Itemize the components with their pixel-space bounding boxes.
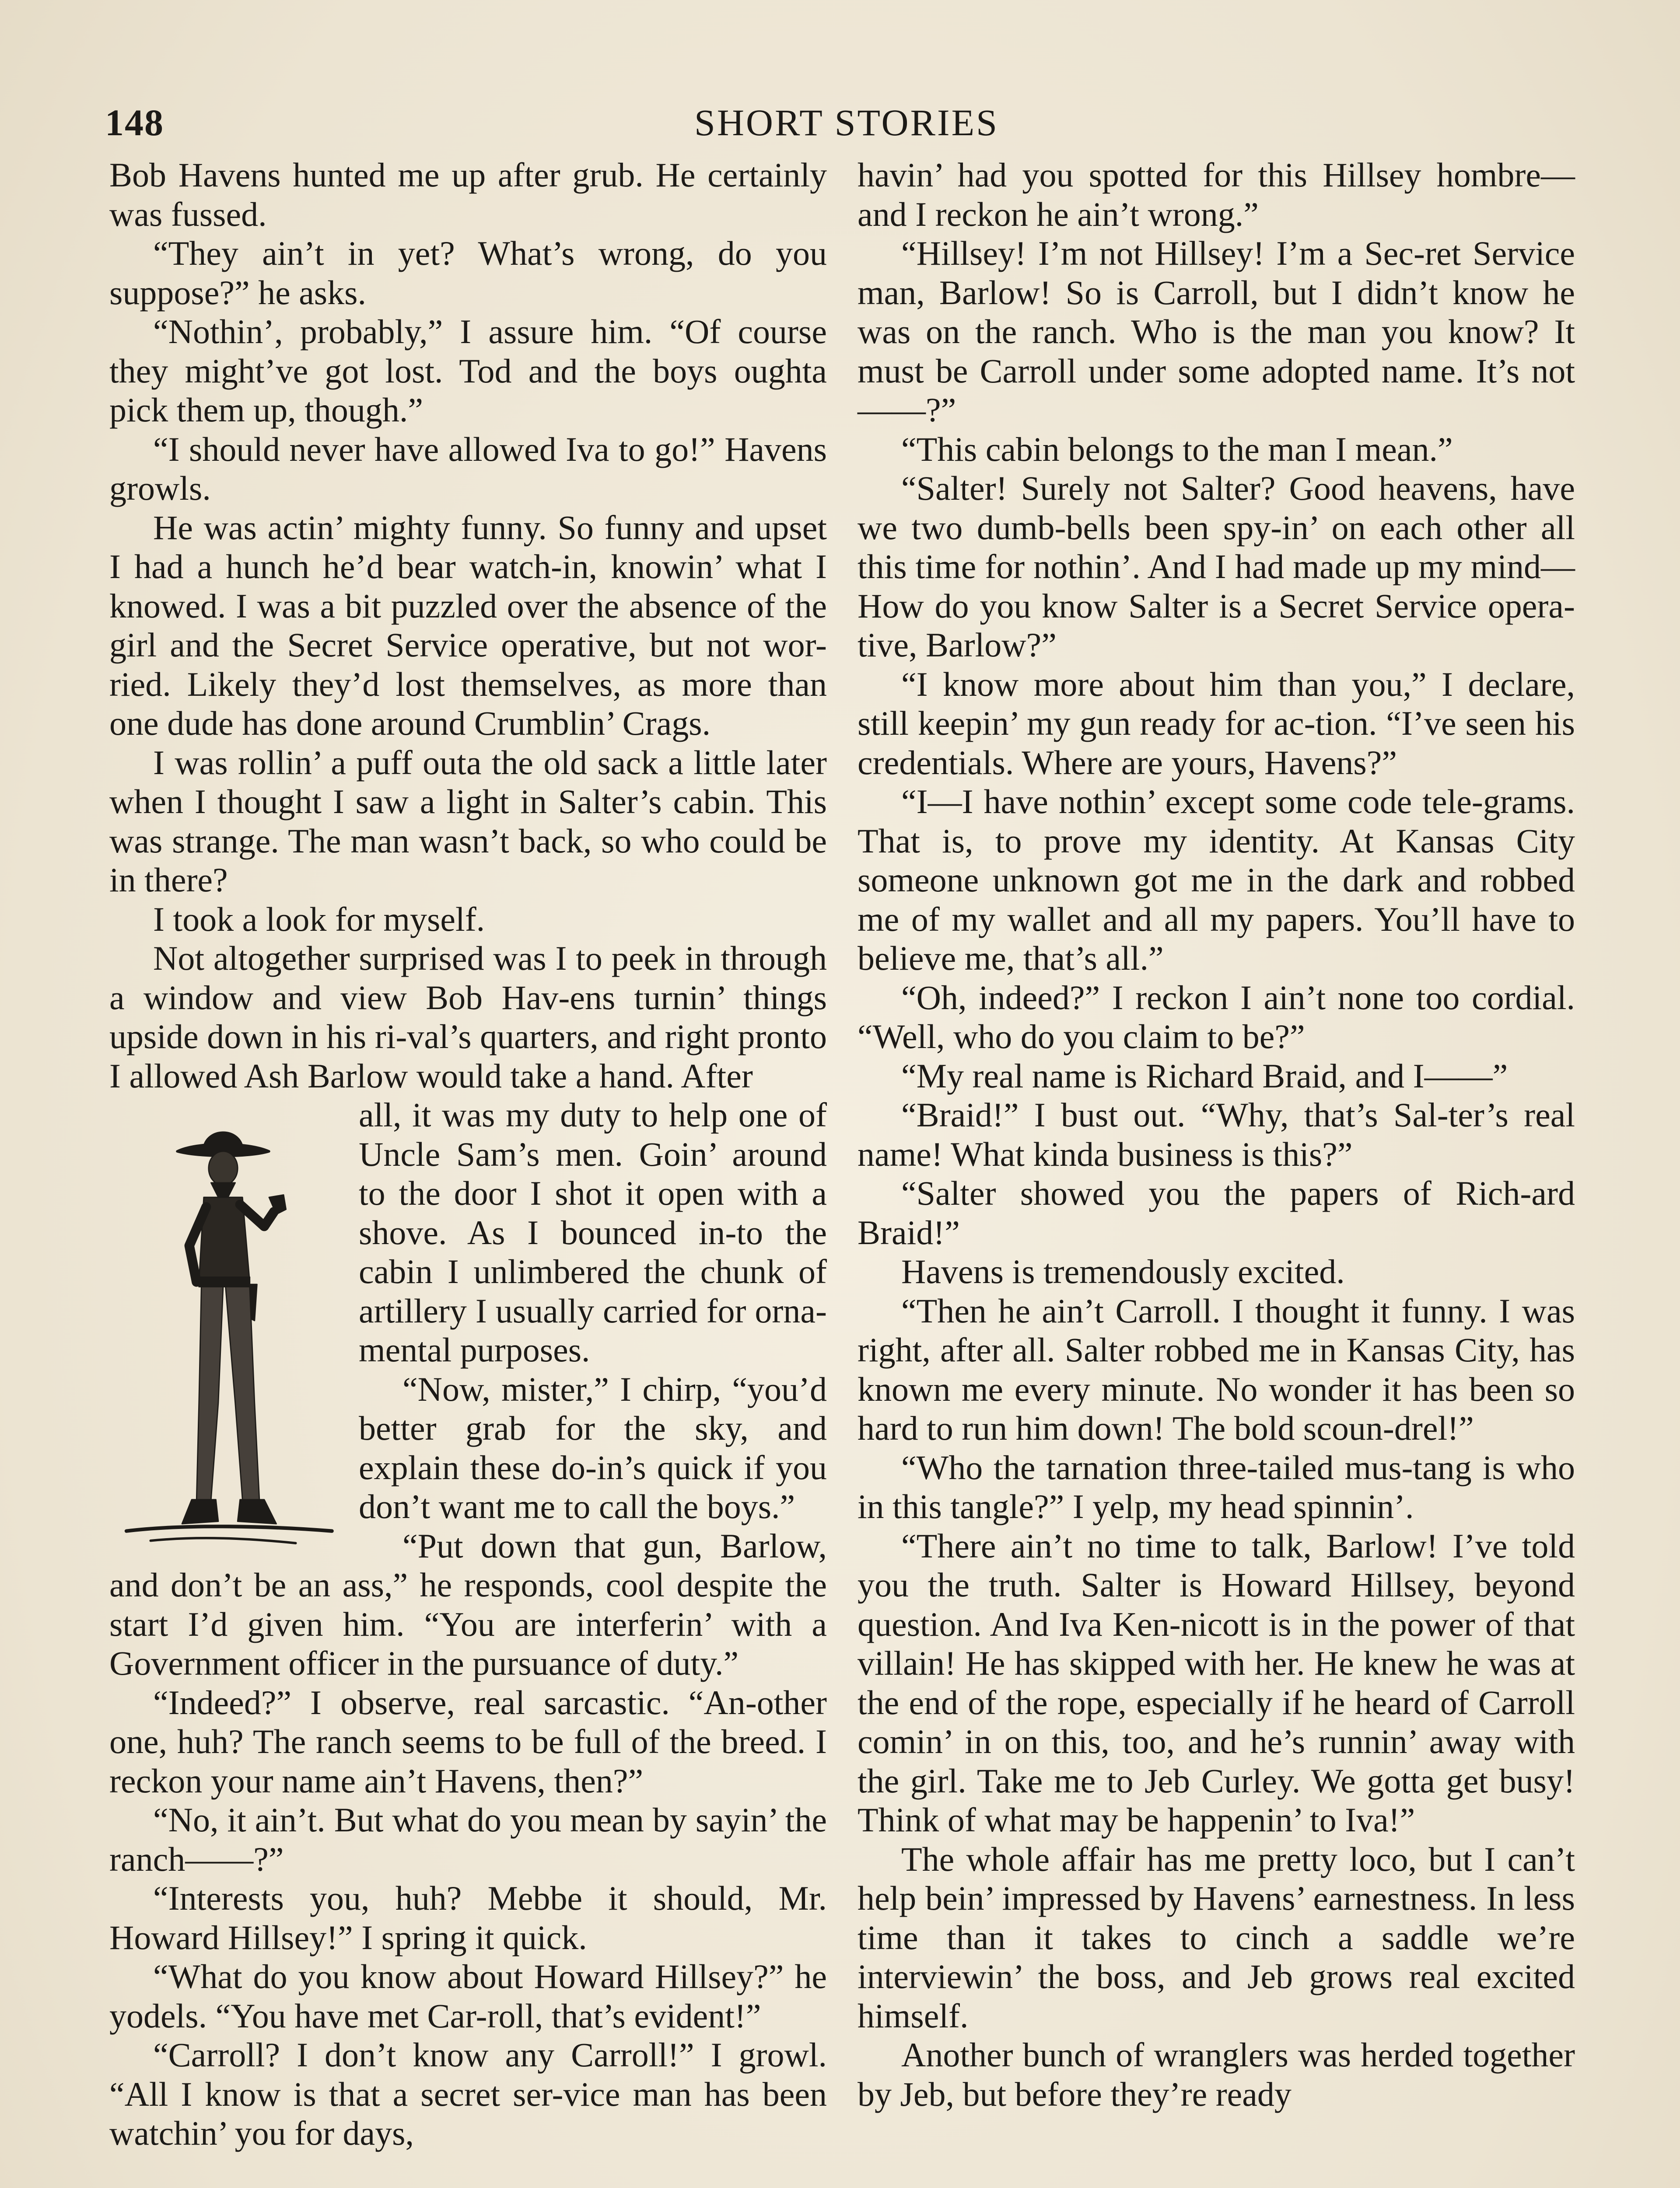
paragraph: “No, it ain’t. But what do you mean by sayin’ the ranch——?” xyxy=(109,1801,827,1878)
paragraph: all, it was my duty to help one of Uncle Sam’s men. Goin’ around to the door I shot it open with a shove. As I bounced in-to the cabin I unlimbered the chunk of artillery I usually carried for orna-mental purposes. xyxy=(359,1096,827,1369)
paragraph: Not altogether surprised was I to peek in through a window and view Bob Hav-ens turnin’ things upside down in his ri-val’s quarters, and right pronto I allowed Ash Barlow would take a hand. After xyxy=(109,939,827,1095)
paragraph: havin’ had you spotted for this Hillsey hombre—and I reckon he ain’t wrong.” xyxy=(858,156,1575,233)
paragraph: Another bunch of wranglers was herded together by Jeb, but before they’re ready xyxy=(858,2036,1575,2113)
cowboy-with-gun-illustration xyxy=(101,1101,346,1560)
paragraph: “My real name is Richard Braid, and I——” xyxy=(901,1056,1508,1095)
paragraph: “Interests you, huh? Mebbe it should, Mr. Howard Hillsey!” I spring it quick. xyxy=(109,1879,827,1957)
paragraph: “They ain’t in yet? What’s wrong, do you suppose?” he asks. xyxy=(109,234,827,312)
paragraph: “Salter! Surely not Salter? Good heavens, have we two dumb-bells been spy-in’ on each other all this time for nothin’. And I had made up my mind— How do you know Salter is a Secret Service opera-tive, Barlow?” xyxy=(858,469,1575,664)
paragraph: “Oh, indeed?” I reckon I ain’t none too cordial. “Well, who do you claim to be?” xyxy=(858,978,1575,1055)
running-head: SHORT STORIES xyxy=(694,102,999,144)
paragraph: The whole affair has me pretty loco, but I can’t help bein’ impressed by Havens’ earnestness. In less time than it takes to cinch a saddle we’re interviewin’ the boss, and Jeb grows real excited himself. xyxy=(858,1840,1575,2035)
paragraph: “This cabin belongs to the man I mean.” xyxy=(901,430,1453,468)
paragraph: I was rollin’ a puff outa the old sack a little later when I thought I saw a light in Salter’s cabin. This was strange. The man wasn’t back, so who could be in there? xyxy=(109,743,827,899)
paragraph: “There ain’t no time to talk, Barlow! I’ve told you the truth. Salter is Howard Hillsey, beyond question. And Iva Ken-nicott is in the power of that villain! He has skipped with her. He knew he was at the end of the rope, especially if he heard of Carroll comin’ in on this, too, and he’s runnin’ away with the girl. Take me to Jeb Curley. We gotta get busy! Think of what may be happenin’ to Iva!” xyxy=(858,1526,1575,1839)
paragraph: “Put down that gun, Barlow, and don’t be an ass,” he responds, cool despite the start I’d given him. “You are interferin’ with a Government officer in the pursuance of duty.” xyxy=(109,1526,827,1682)
paragraph: “Now, mister,” I chirp, “you’d better grab for the sky, and explain these do-in’s quick if you don’t want me to call the boys.” xyxy=(359,1370,827,1525)
paragraph: Havens is tremendously excited. xyxy=(901,1252,1345,1290)
paragraph: “Indeed?” I observe, real sarcastic. “An-other one, huh? The ranch seems to be full of the breed. I reckon your name ain’t Havens, then?” xyxy=(109,1683,827,1800)
paragraph: “I should never have allowed Iva to go!” Havens growls. xyxy=(109,430,827,507)
paragraph: “Then he ain’t Carroll. I thought it funny. I was right, after all. Salter robbed me in Kansas City, has known me every minute. No wonder it has been so hard to run him down! The bold scoun-drel!” xyxy=(858,1291,1575,1447)
left-column xyxy=(109,155,827,2153)
paragraph: “I—I have nothin’ except some code tele-grams. That is, to prove my identity. At Kansas City someone unknown got me in the dark and robbed me of my wallet and all my papers. You’ll have to believe me, that’s all.” xyxy=(858,782,1575,977)
paragraph: “Carroll? I don’t know any Carroll!” I growl. “All I know is that a secret ser-vice man has been watchin’ you for days, xyxy=(109,2036,827,2152)
paragraph: “Nothin’, probably,” I assure him. “Of course they might’ve got lost. Tod and the boys oughta pick them up, though.” xyxy=(109,312,827,429)
page-number: 148 xyxy=(105,102,164,144)
paragraph: I took a look for myself. xyxy=(153,900,485,938)
paragraph: “Who the tarnation three-tailed mus-tang is who in this tangle?” I yelp, my head spinnin’. xyxy=(858,1448,1575,1525)
paragraph: “Hillsey! I’m not Hillsey! I’m a Sec-ret Service man, Barlow! So is Carroll, but I didn’t know he was on the ranch. Who is the man you know? It must be Carroll under some adopted name. It’s not——?” xyxy=(858,234,1575,429)
paragraph: Bob Havens hunted me up after grub. He certainly was fussed. xyxy=(109,156,827,233)
paragraph: “Braid!” I bust out. “Why, that’s Sal-ter’s real name! What kinda business is this?” xyxy=(858,1096,1575,1173)
page-header xyxy=(105,101,1588,149)
right-column xyxy=(858,155,1575,2114)
paragraph: “Salter showed you the papers of Rich-ard Braid!” xyxy=(858,1174,1575,1252)
paragraph: “I know more about him than you,” I declare, still keepin’ my gun ready for ac-tion. “I’ve seen his credentials. Where are yours, Havens?” xyxy=(858,665,1575,782)
paragraph: He was actin’ mighty funny. So funny and upset I had a hunch he’d bear watch-in, knowin’ what I knowed. I was a bit puzzled over the absence of the girl and the Secret Service operative, but not wor-ried. Likely they’d lost themselves, as more than one dude has done around Crumblin’ Crags. xyxy=(109,508,827,742)
paragraph: “What do you know about Howard Hillsey?” he yodels. “You have met Car-roll, that’s evident!” xyxy=(109,1957,827,2035)
